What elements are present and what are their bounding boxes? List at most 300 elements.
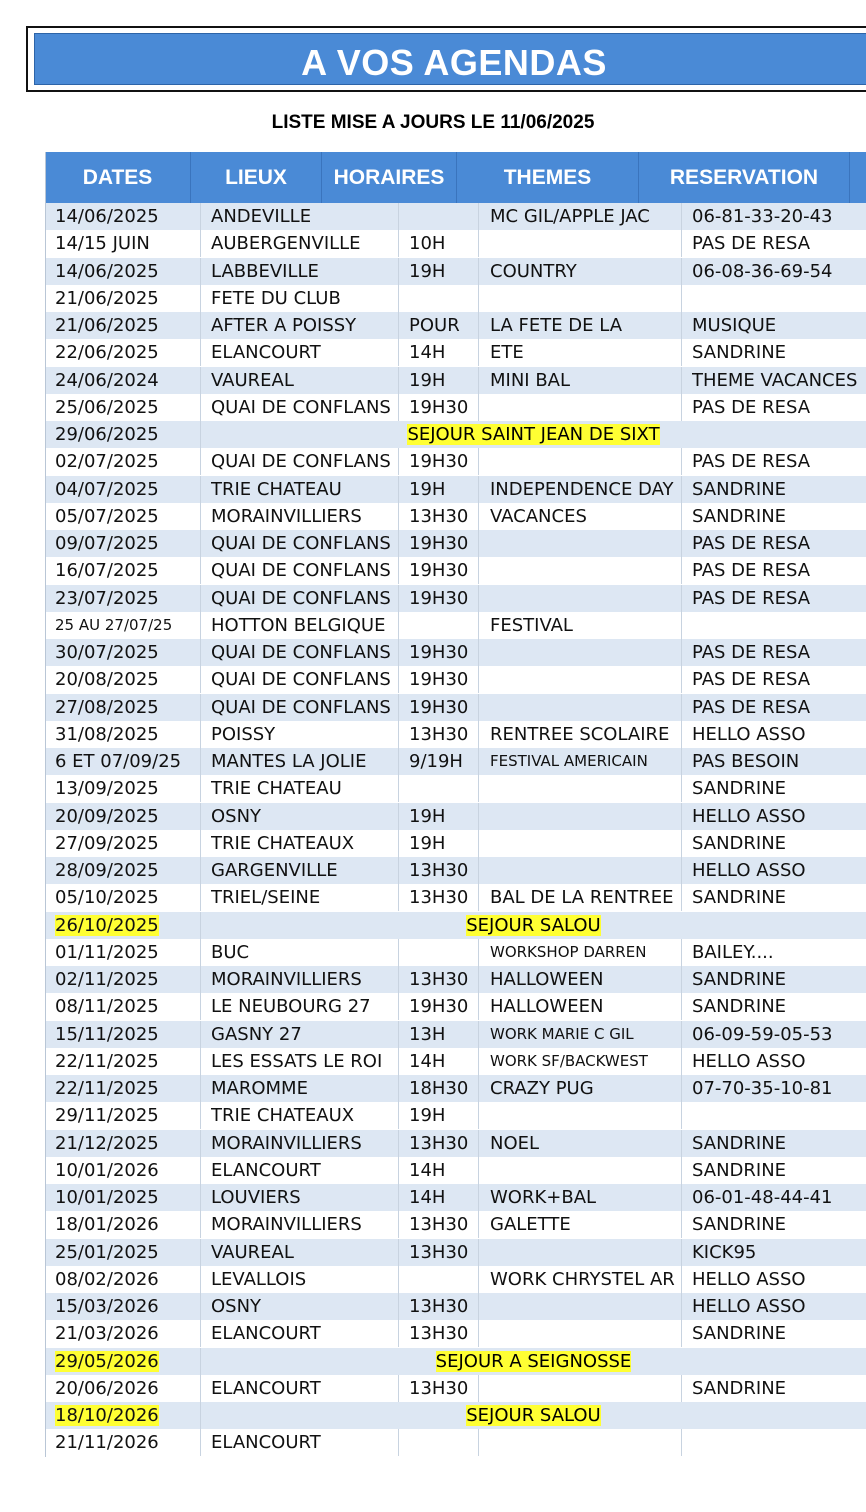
cell-resa: SANDRINE [692, 1214, 787, 1236]
column-divider [478, 230, 479, 257]
table-row [45, 1184, 866, 1211]
header-lieux: LIEUX [225, 166, 287, 189]
table-row [45, 612, 866, 639]
column-divider [478, 1130, 479, 1157]
cell-resa [692, 285, 864, 312]
column-divider [681, 285, 682, 312]
column-divider [398, 1130, 399, 1157]
table-row [45, 585, 866, 612]
cell-horaire: 13H30 [409, 1241, 469, 1263]
cell-resa: 06-81-33-20-43 [692, 206, 833, 227]
table-row [45, 1021, 866, 1048]
table-row [45, 285, 866, 312]
column-divider [681, 803, 682, 830]
cell-lieu: LEVALLOIS [211, 1268, 307, 1290]
column-divider [200, 230, 201, 257]
table-row [45, 394, 866, 421]
table-row [45, 530, 866, 557]
cell-horaire: 13H30 [409, 1132, 469, 1154]
column-divider [478, 1157, 479, 1184]
cell-resa: PAS DE RESA [692, 642, 811, 663]
column-divider [200, 1048, 201, 1075]
column-divider [681, 203, 682, 230]
cell-horaire: 19H [409, 260, 446, 282]
cell-date [55, 721, 200, 748]
cell-theme [490, 639, 680, 666]
column-divider [478, 1375, 479, 1402]
table-row [45, 1429, 866, 1456]
cell-lieu: VAUREAL [211, 1241, 294, 1263]
column-divider [398, 503, 399, 530]
cell-date [55, 421, 200, 448]
table-row [45, 339, 866, 366]
date-text: 14/15 JUIN [55, 233, 150, 255]
cell-date [55, 339, 200, 366]
cell-theme: FESTIVAL [490, 614, 573, 636]
column-divider [398, 993, 399, 1020]
date-text: 6 ET 07/09/25 [55, 751, 182, 772]
cell-horaire: 13H30 [409, 1377, 469, 1399]
cell-lieu: LE NEUBOURG 27 [211, 996, 371, 1018]
column-divider [398, 530, 399, 557]
cell-horaire: 14H [409, 1159, 446, 1181]
cell-resa: SANDRINE [692, 996, 787, 1018]
cell-date [55, 830, 200, 857]
cell-theme: WORK MARIE C GIL [490, 1024, 634, 1043]
cell-theme: LA FETE DE LA [490, 315, 623, 336]
column-divider [398, 1293, 399, 1320]
date-text: 22/06/2025 [55, 342, 159, 364]
cell-theme [490, 694, 680, 721]
cell-resa: PAS DE RESA [692, 451, 811, 473]
cell-resa: 06-01-48-44-41 [692, 1187, 833, 1208]
table-row [45, 1102, 866, 1129]
column-divider [478, 258, 479, 285]
date-text: 31/08/2025 [55, 723, 159, 745]
cell-lieu: QUAI DE CONFLANS [211, 451, 391, 473]
column-divider [398, 285, 399, 312]
column-divider [478, 1102, 479, 1129]
column-divider [681, 1293, 682, 1320]
table-row [45, 803, 866, 830]
cell-horaire: 18H30 [409, 1078, 469, 1099]
column-divider [478, 748, 479, 775]
cell-horaire: 19H30 [409, 560, 469, 582]
cell-lieu: LABBEVILLE [211, 260, 319, 282]
column-divider [681, 1157, 682, 1184]
date-text: 05/10/2025 [55, 887, 159, 909]
cell-theme [490, 585, 680, 612]
column-divider [681, 1075, 682, 1102]
cell-date [55, 912, 200, 939]
date-text: 13/09/2025 [55, 778, 159, 800]
table-row [45, 1048, 866, 1075]
cell-theme: MC GIL/APPLE JAC [490, 206, 650, 227]
column-divider [200, 775, 201, 802]
column-divider [398, 966, 399, 993]
column-divider [398, 1429, 399, 1456]
column-divider [478, 857, 479, 884]
column-divider [681, 1320, 682, 1347]
column-divider [478, 993, 479, 1020]
column-divider [200, 1157, 201, 1184]
cell-theme [490, 666, 680, 693]
column-divider [200, 721, 201, 748]
column-divider [200, 1239, 201, 1266]
column-divider [681, 1184, 682, 1211]
column-divider [398, 1075, 399, 1102]
title-banner [26, 26, 866, 92]
column-divider [681, 339, 682, 366]
cell-resa: SANDRINE [692, 1159, 787, 1181]
cell-theme: WORK SF/BACKWEST [490, 1051, 648, 1070]
date-text: 10/01/2025 [55, 1187, 159, 1208]
column-divider [478, 939, 479, 966]
cell-resa [692, 1429, 864, 1456]
cell-theme: INDEPENDENCE DAY [490, 478, 674, 500]
column-divider [478, 312, 479, 339]
table-row [45, 312, 866, 339]
cell-horaire: 14H [409, 342, 446, 364]
cell-horaire: 13H [409, 1023, 446, 1045]
column-divider [681, 394, 682, 421]
column-divider [200, 1075, 201, 1102]
cell-theme [490, 1293, 680, 1320]
table-row [45, 748, 866, 775]
column-divider [478, 1429, 479, 1456]
cell-date [55, 585, 200, 612]
cell-resa: PAS DE RESA [692, 396, 811, 418]
column-divider [681, 1429, 682, 1456]
cell-date [55, 557, 200, 584]
table-row [45, 503, 866, 530]
cell-theme: RENTREE SCOLAIRE [490, 723, 670, 745]
column-divider [681, 1211, 682, 1238]
cell-horaire [409, 285, 485, 312]
column-divider [681, 830, 682, 857]
cell-date [55, 503, 200, 530]
column-divider [681, 775, 682, 802]
column-divider [478, 1293, 479, 1320]
cell-horaire [409, 612, 485, 639]
cell-lieu: ANDEVILLE [211, 206, 312, 227]
cell-horaire: 19H30 [409, 451, 469, 473]
column-divider [200, 503, 201, 530]
cell-theme: BAL DE LA RENTREE [490, 887, 674, 909]
cell-theme [490, 1157, 680, 1184]
table-row [45, 1130, 866, 1157]
table-row [45, 367, 866, 394]
cell-date [55, 1130, 200, 1157]
cell-resa: HELLO ASSO [692, 1296, 806, 1317]
cell-resa: SANDRINE [692, 887, 787, 909]
cell-lieu: POISSY [211, 723, 276, 745]
date-text: 16/07/2025 [55, 560, 159, 582]
column-divider [478, 339, 479, 366]
column-divider [478, 530, 479, 557]
table-row [45, 1348, 866, 1375]
cell-date [55, 775, 200, 802]
cell-date [55, 1239, 200, 1266]
cell-date [55, 258, 200, 285]
cell-resa: PAS DE RESA [692, 533, 811, 554]
cell-lieu: QUAI DE CONFLANS [211, 696, 391, 718]
column-divider [478, 476, 479, 503]
cell-lieu: TRIE CHATEAU [211, 478, 342, 500]
column-divider [200, 476, 201, 503]
cell-date [55, 312, 200, 339]
column-divider [681, 857, 682, 884]
event-banner [201, 1348, 866, 1375]
table-row [45, 203, 866, 230]
cell-theme [490, 1239, 680, 1266]
cell-theme [490, 1102, 680, 1129]
cell-horaire [409, 203, 485, 230]
date-text: 27/09/2025 [55, 832, 159, 854]
cell-horaire [409, 1429, 485, 1456]
cell-theme [490, 857, 680, 884]
column-divider [681, 230, 682, 257]
column-divider [200, 530, 201, 557]
column-divider [398, 476, 399, 503]
cell-theme: COUNTRY [490, 260, 577, 282]
cell-date [55, 1429, 200, 1456]
cell-horaire: 14H [409, 1187, 446, 1208]
cell-horaire: 19H30 [409, 669, 469, 691]
cell-lieu: QUAI DE CONFLANS [211, 587, 391, 609]
column-divider [398, 803, 399, 830]
column-divider [200, 258, 201, 285]
column-divider [478, 666, 479, 693]
table-row [45, 639, 866, 666]
cell-date [55, 1266, 200, 1293]
column-divider [398, 585, 399, 612]
table-row [45, 694, 866, 721]
cell-resa: THEME VACANCES [692, 369, 858, 391]
cell-resa: MUSIQUE [692, 315, 777, 336]
cell-resa: PAS DE RESA [692, 669, 811, 691]
column-divider [200, 1320, 201, 1347]
column-divider [478, 612, 479, 639]
cell-lieu: ELANCOURT [211, 1432, 321, 1454]
column-divider [398, 1375, 399, 1402]
column-divider [398, 557, 399, 584]
date-text: 21/11/2026 [55, 1432, 159, 1454]
cell-resa: 06-08-36-69-54 [692, 260, 833, 282]
cell-lieu: QUAI DE CONFLANS [211, 396, 391, 418]
table-row [45, 830, 866, 857]
column-divider [681, 585, 682, 612]
column-divider [478, 639, 479, 666]
cell-theme: ETE [490, 342, 524, 364]
date-text: 21/03/2026 [55, 1323, 159, 1345]
column-divider [200, 857, 201, 884]
cell-lieu: ELANCOURT [211, 342, 321, 364]
date-text: 29/06/2025 [55, 424, 159, 445]
column-divider [398, 748, 399, 775]
column-divider [681, 1021, 682, 1048]
cell-theme: GALETTE [490, 1214, 571, 1236]
table-row [45, 230, 866, 257]
cell-lieu: AUBERGENVILLE [211, 233, 361, 255]
column-divider [478, 884, 479, 911]
cell-theme: NOEL [490, 1132, 540, 1154]
column-divider [398, 830, 399, 857]
update-subtitle: LISTE MISE A JOURS LE 11/06/2025 [271, 112, 595, 133]
date-text: 22/11/2025 [55, 1078, 159, 1099]
cell-resa: HELLO ASSO [692, 1050, 806, 1072]
cell-lieu: TRIE CHATEAU [211, 778, 342, 800]
date-text: 20/08/2025 [55, 669, 159, 691]
cell-theme [490, 1320, 680, 1347]
date-text: 01/11/2025 [55, 941, 159, 963]
cell-theme [490, 830, 680, 857]
column-divider [398, 721, 399, 748]
table-row [45, 1211, 866, 1238]
cell-lieu: TRIE CHATEAUX [211, 832, 355, 854]
cell-date [55, 1048, 200, 1075]
column-divider [478, 448, 479, 475]
cell-date [55, 394, 200, 421]
cell-date [55, 1402, 200, 1429]
cell-resa: SANDRINE [692, 969, 787, 990]
date-text: 30/07/2025 [55, 642, 159, 663]
table-row [45, 966, 866, 993]
cell-resa: KICK95 [692, 1241, 757, 1263]
column-divider [478, 1211, 479, 1238]
column-divider [200, 585, 201, 612]
table-row [45, 857, 866, 884]
column-divider [200, 1293, 201, 1320]
column-divider [478, 721, 479, 748]
date-text: 05/07/2025 [55, 505, 159, 527]
cell-horaire: 13H30 [409, 723, 469, 745]
cell-lieu: OSNY [211, 1296, 262, 1317]
cell-theme [490, 530, 680, 557]
date-text: 14/06/2025 [55, 260, 159, 282]
column-divider [681, 1048, 682, 1075]
table-row [45, 939, 866, 966]
column-divider [200, 312, 201, 339]
cell-date [55, 230, 200, 257]
cell-horaire: 10H [409, 233, 446, 255]
cell-resa: PAS BESOIN [692, 751, 800, 772]
column-divider [681, 612, 682, 639]
column-divider [200, 666, 201, 693]
column-divider [398, 394, 399, 421]
column-divider [478, 803, 479, 830]
column-divider [681, 1102, 682, 1129]
cell-lieu: MORAINVILLIERS [211, 1214, 362, 1236]
cell-theme [490, 285, 680, 312]
column-divider [200, 1130, 201, 1157]
date-text: 29/05/2026 [55, 1350, 159, 1372]
date-text: 18/01/2026 [55, 1214, 159, 1236]
cell-theme [490, 803, 680, 830]
cell-lieu: MANTES LA JOLIE [211, 751, 367, 772]
column-divider [398, 639, 399, 666]
cell-lieu: LES ESSATS LE ROI [211, 1050, 383, 1072]
cell-date [55, 1293, 200, 1320]
column-divider [681, 993, 682, 1020]
cell-date [55, 612, 200, 639]
column-divider [200, 884, 201, 911]
cell-resa: HELLO ASSO [692, 805, 806, 827]
column-divider [478, 367, 479, 394]
cell-theme: WORK CHRYSTEL AR [490, 1268, 675, 1290]
column-divider [478, 1320, 479, 1347]
cell-horaire: 13H30 [409, 887, 469, 909]
cell-date [55, 448, 200, 475]
date-text: 10/01/2026 [55, 1159, 159, 1181]
column-divider [681, 639, 682, 666]
column-divider [681, 1266, 682, 1293]
cell-date [55, 993, 200, 1020]
date-text: 25/01/2025 [55, 1241, 159, 1263]
cell-theme [490, 1429, 680, 1456]
date-text: 02/07/2025 [55, 451, 159, 473]
column-divider [398, 666, 399, 693]
table-row [45, 1320, 866, 1347]
cell-date [55, 1211, 200, 1238]
cell-horaire: 13H30 [409, 1296, 469, 1317]
cell-resa: SANDRINE [692, 832, 787, 854]
cell-horaire: 19H30 [409, 696, 469, 718]
cell-horaire: POUR [409, 315, 460, 336]
cell-lieu: MAROMME [211, 1078, 308, 1099]
cell-lieu: TRIEL/SEINE [211, 887, 321, 909]
column-divider [200, 639, 201, 666]
cell-horaire: 13H30 [409, 969, 469, 990]
header-horaires: HORAIRES [333, 166, 445, 189]
column-divider [200, 1211, 201, 1238]
column-divider [478, 1184, 479, 1211]
column-divider [478, 585, 479, 612]
table-row [45, 1293, 866, 1320]
column-divider [478, 1021, 479, 1048]
table-row [45, 421, 866, 448]
column-divider [478, 1266, 479, 1293]
cell-date [55, 1184, 200, 1211]
cell-date [55, 803, 200, 830]
cell-theme: CRAZY PUG [490, 1078, 594, 1099]
column-divider [200, 285, 201, 312]
column-divider [200, 557, 201, 584]
event-banner-text: SEJOUR A SEIGNOSSE [435, 1350, 632, 1372]
table-row [45, 1402, 866, 1429]
column-divider [200, 448, 201, 475]
cell-horaire: 19H [409, 1105, 446, 1127]
column-divider [398, 203, 399, 230]
column-divider [200, 1266, 201, 1293]
table-row [45, 1075, 866, 1102]
cell-lieu: TRIE CHATEAUX [211, 1105, 355, 1127]
cell-theme: MINI BAL [490, 369, 571, 391]
cell-date [55, 476, 200, 503]
title-banner-fill [34, 33, 866, 85]
cell-resa: SANDRINE [692, 1377, 787, 1399]
column-divider [681, 748, 682, 775]
cell-horaire: 9/19H [409, 751, 463, 772]
column-divider [200, 1429, 201, 1456]
date-text: 21/12/2025 [55, 1132, 159, 1154]
event-banner-text: SEJOUR SALOU [466, 914, 601, 936]
cell-horaire: 19H30 [409, 642, 469, 663]
cell-date [55, 203, 200, 230]
table-row [45, 912, 866, 939]
cell-horaire [409, 775, 485, 802]
cell-horaire: 19H30 [409, 396, 469, 418]
